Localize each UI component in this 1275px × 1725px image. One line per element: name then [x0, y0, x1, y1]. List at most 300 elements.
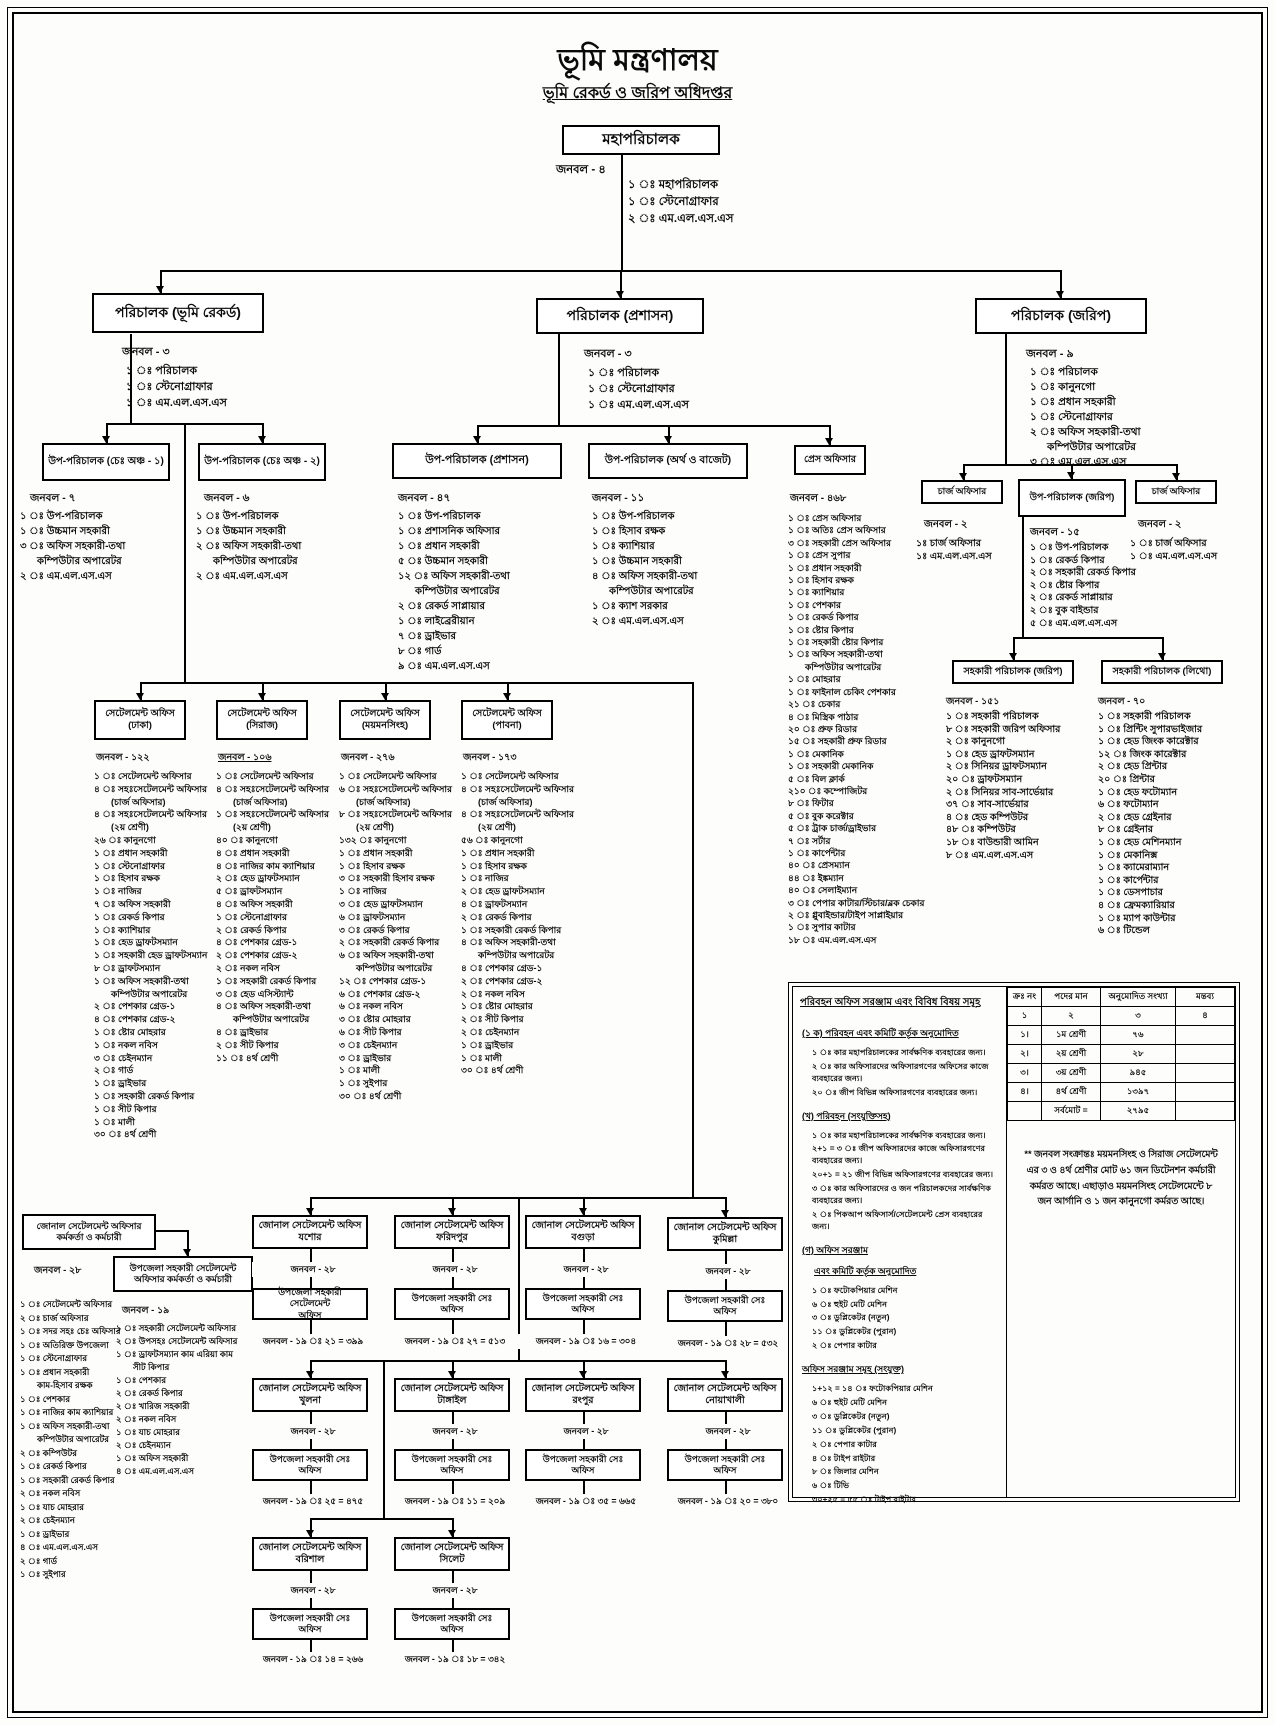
staff-dir-survey: [1030, 365, 1210, 470]
staff-settlement-pabna-item: ১ ঃ ষ্টোর মোহরার: [461, 1001, 533, 1012]
staff-ad-survey-item: ১ ঃ সহকারী পরিচালক: [946, 711, 1039, 722]
arrow-down-13: [136, 693, 144, 700]
arrow-down-16: [503, 693, 511, 700]
staff-settlement-pabna: [461, 770, 576, 1077]
staff-dd-zone2-item: কম্পিউটার অপারেটর: [213, 556, 298, 567]
staff-press-item: ১৮ ঃ এম.এল.এস.এস: [788, 934, 877, 945]
mp-zonal-noakhali: জনবল - ২৮: [667, 1424, 789, 1439]
staff-zonal-generic-item: ১ ঃ অফিস সহকারী-তথা: [20, 1420, 110, 1431]
box-upazila-rangpur: [525, 1449, 641, 1481]
staff-settlement-dhaka-item: ১ ঃ সীট কিপার: [94, 1103, 157, 1114]
box-zonal-jessore-label: যশোর: [298, 1232, 322, 1243]
box-settlement-siraj: [216, 700, 308, 740]
staff-settlement-dhaka-item: ২ ঃ গার্ড: [94, 1065, 134, 1076]
arrow-down-6: [664, 436, 672, 443]
staff-dd-admin-item: ১ ঃ প্রধান সহকারী: [398, 541, 480, 552]
staff-settlement-pabna-item: ১ ঃ ড্রাইভার: [461, 1039, 514, 1050]
staff-dd-zone2-item: ২ ঃ অফিস সহকারী-তথা: [196, 541, 302, 552]
box-upazila-comilla-label: উপজেলা সহকারী সেঃ: [684, 1294, 766, 1305]
staff-settlement-dhaka-item: ৩ ঃ চেইনম্যান: [94, 1052, 153, 1063]
mp-dd-zone1: জনবল - ৭: [30, 492, 76, 504]
mp-ad-survey: জনবল - ১৫১: [946, 696, 1000, 707]
note-section-title: (১ ক) পরিবহন এবং কমিটি কর্তৃক অনুমোদিত: [802, 1028, 959, 1038]
box-zonal-khulna-label: জোনাল সেটেলমেন্ট অফিস: [258, 1383, 362, 1395]
mp-dir-survey: জনবল - ৯: [1026, 348, 1074, 360]
total-faridpur: জনবল - ১৯ ঃ ২৭ = ৫১৩: [387, 1334, 523, 1349]
box-dd-survey: [1018, 479, 1126, 517]
staff-settlement-mymensingh-item: ১ ঃ হিসাব রক্ষক: [339, 860, 405, 871]
staff-dd-zone1-item: ১ ঃ উপ-পরিচালক: [20, 511, 103, 522]
staff-settlement-dhaka-item: ২৬ ঃ কানুনগো: [94, 834, 156, 845]
staff-settlement-mymensingh-item: ১ ঃ মালী: [339, 1065, 380, 1076]
box-zonal-sylhet: [394, 1537, 510, 1571]
box-upazila-jessore: [252, 1288, 368, 1320]
box-zonal-noakhali: [667, 1378, 783, 1412]
mp-zonal-barisal: জনবল - ২৮: [252, 1583, 374, 1598]
table-data-cell: ৩য় শ্রেণী: [1042, 1064, 1101, 1083]
note-item: ২ ঃ পিকআপ অফিসার্স/সেটেলমেন্ট প্রেস ব্যবহারের জন্য।: [812, 1209, 983, 1231]
box-director-admin-label: পরিচালক (প্রশাসন): [566, 307, 674, 324]
box-zonal-jessore: [252, 1215, 368, 1249]
staff-dir-records-item: ১ ঃ পরিচালক: [126, 365, 198, 377]
total-khulna: জনবল - ১৯ ঃ ২৫ = ৪৭৫: [245, 1494, 381, 1509]
box-dd-survey-label: উপ-পরিচালক (জরিপ): [1029, 492, 1115, 504]
box-dd-admin: [392, 443, 562, 479]
staff-charge-right-item: ১ ঃ চার্জ অফিসার: [1130, 538, 1207, 549]
staff-dg-item: ১ ঃ স্টেনোগ্রাফার: [628, 196, 719, 208]
box-ad-survey-label: সহকারী পরিচালক (জরিপ): [963, 666, 1063, 678]
staff-press-item: ১ ঃ ষ্টোর কিপার: [788, 624, 854, 635]
box-upazila-comilla: [667, 1290, 783, 1322]
connector-vline-8: [558, 334, 560, 425]
staff-dd-zone2-item: ২ ঃ এম.এল.এস.এস: [196, 571, 288, 582]
staff-press-item: ৪ ঃ মিস্ত্রিক পাঠার: [788, 711, 859, 722]
staff-dir-records: [126, 363, 296, 411]
staff-settlement-siraj: [216, 770, 331, 1064]
box-settlement-mymensingh: [339, 700, 431, 740]
connector-hline-7: [310, 1360, 725, 1362]
box-upazila-barisal-label: উপজেলা সহকারী সেঃ: [269, 1612, 351, 1623]
staff-dd-finance-item: ১ ঃ ক্যাশিয়ার: [592, 541, 655, 552]
connector-vline-16: [1022, 517, 1024, 637]
mp-ad-litho: জনবল - ৭০: [1098, 696, 1146, 707]
connector-vline-7: [184, 423, 186, 682]
notes-heading: পরিবহন অফিস সরঞ্জাম এবং বিবিধ বিষয় সমূহ: [800, 997, 981, 1008]
staff-press-item: ৮ ঃ ফিটার: [788, 798, 834, 809]
box-director-admin: [536, 298, 704, 334]
staff-dir-admin-item: ১ ঃ এম.এল.এস.এস: [588, 399, 689, 411]
mp-dir-records: জনবল - ৩: [122, 346, 170, 358]
box-zonal-sylhet-label: জোনাল সেটেলমেন্ট অফিস: [400, 1542, 504, 1554]
staff-dd-zone2-item: ১ ঃ উচ্চমান সহকারী: [196, 526, 286, 537]
staff-dd-admin-item: কম্পিউটার অপারেটর: [415, 586, 500, 597]
staff-zonal-generic-item: ১ ঃ স্টেনোগ্রাফার: [20, 1353, 88, 1363]
staff-dir-survey-item: কম্পিউটার অপারেটর: [1047, 441, 1136, 453]
arrow-down-2: [1056, 291, 1064, 298]
staff-settlement-siraj-item: ২ ঃ হেড ড্রাফটসম্যান: [216, 873, 300, 884]
arrow-down-8: [959, 473, 967, 480]
note-item: ৬ ঃ টিভি: [812, 1481, 850, 1491]
arrow-down-0: [156, 286, 164, 293]
mp-zonal-khulna: জনবল - ২৮: [252, 1424, 374, 1439]
box-zonal-tangail: [394, 1378, 510, 1412]
staff-zonal-generic-item: ২ ঃ চেইনম্যান: [20, 1515, 75, 1525]
mp-zonal-rangpur: জনবল - ২৮: [525, 1424, 647, 1439]
table-data-cell: সর্বমোট =: [1042, 1102, 1101, 1121]
staff-dir-survey-item: ১ ঃ পরিচালক: [1030, 366, 1098, 378]
staff-press-item: ১ ঃ পেশকার: [788, 599, 842, 610]
total-jessore: জনবল - ১৯ ঃ ২১ = ৩৯৯: [245, 1334, 381, 1349]
box-settlement-dhaka-label: সেটেলমেন্ট অফিস: [105, 708, 175, 720]
staff-ad-survey-item: ২ ঃ সিনিয়র সাব-সার্ভেয়ার: [946, 786, 1054, 798]
staff-settlement-dhaka-item: ১ ঃ নকল নবিস: [94, 1039, 158, 1050]
staff-press-item: ১ ঃ মোহরার: [788, 674, 841, 685]
staff-press-item: ১ ঃ ফাইনাল চেকিং পেশকার: [788, 686, 896, 697]
box-settlement-dhaka: [94, 700, 186, 740]
staff-upazila-generic: [116, 1322, 261, 1478]
mp-zonal-tangail: জনবল - ২৮: [394, 1424, 516, 1439]
box-zonal-rangpur-label: জোনাল সেটেলমেন্ট অফিস: [531, 1383, 635, 1395]
staff-press-item: ১ ঃ অতিঃ প্রেস অফিসার: [788, 525, 886, 536]
staff-settlement-pabna-item: ১ ঃ হিসাব রক্ষক: [461, 860, 527, 871]
table-colnum-cell: ৪: [1175, 1007, 1234, 1026]
staff-ad-survey: [946, 711, 1096, 862]
box-upazila-comilla-label: অফিস: [713, 1306, 737, 1316]
staff-settlement-dhaka-item: ১ ঃ রেকর্ড কিপার: [94, 911, 165, 922]
note-item: ১১ ঃ ডুপ্লিকেটর (পুরান): [812, 1425, 897, 1435]
staff-ad-litho-item: ১ ঃ কার্পেন্টার: [1098, 874, 1159, 886]
note-section-subtitle: এবং কমিটি কর্তৃক অনুমোদিত: [814, 1265, 917, 1276]
staff-dd-survey-item: ২ ঃ বুক বাইন্ডার: [1030, 604, 1099, 616]
box-director-general-label: মহাপরিচালক: [602, 130, 680, 148]
box-zonal-khulna-label: খুলনা: [299, 1395, 321, 1406]
staff-press-item: কম্পিউটার অপারেটর: [805, 661, 882, 672]
staff-dd-survey-item: ২ ঃ সহকারী রেকর্ড কিপার: [1030, 567, 1136, 579]
mp-settlement-siraj: জনবল - ১০৬: [218, 752, 272, 763]
staff-zonal-generic-item: ১ ঃ সদর সহঃ চেঃ অফিসার: [20, 1326, 121, 1336]
connector-hline-2: [477, 425, 829, 427]
staff-dd-zone2-item: ১ ঃ উপ-পরিচালক: [196, 511, 279, 522]
box-director-land-records-label: পরিচালক (ভূমি রেকর্ড): [115, 304, 241, 321]
arrow-down-9: [1067, 472, 1075, 479]
box-settlement-pabna-label: (পাবনা): [492, 720, 522, 731]
staff-press-item: ১ ঃ রেকর্ড কিপার: [788, 612, 859, 623]
staff-upazila-generic-item: সীট কিপার: [133, 1362, 170, 1372]
staff-zonal-generic-item: ২ ঃ কম্পিউটর: [20, 1447, 77, 1458]
staff-ad-survey-item: ৪৮ ঃ কম্পিউটর: [946, 824, 1016, 836]
total-bogra: জনবল - ১৯ ঃ ১৬ = ৩০৪: [518, 1334, 654, 1349]
staff-settlement-siraj-item: ৪ ঃ ড্রাইভার: [216, 1026, 269, 1037]
staff-settlement-siraj-item: (২য় শ্রেণী): [233, 822, 271, 833]
box-ad-survey: [952, 660, 1074, 684]
box-dd-records-zone1: [42, 443, 170, 481]
box-director-survey-label: পরিচালক (জরিপ): [1011, 307, 1111, 324]
staff-settlement-pabna-item: কম্পিউটার অপারেটর: [478, 950, 555, 961]
staff-settlement-dhaka-item: ১ ঃ হেড ড্রাফটসম্যান: [94, 937, 178, 948]
mp-press: জনবল - ৪৬৮: [790, 493, 847, 504]
note-item: ২ ঃ কার অফিসারদের অফিসারগণের অফিসের কাজে ব্যবহারের জন্য।: [812, 1061, 989, 1083]
total-barisal: জনবল - ১৯ ঃ ১৪ = ২৬৬: [245, 1652, 381, 1667]
arrow-down-15: [381, 693, 389, 700]
mp-charge-left: জনবল - ২: [924, 519, 968, 530]
table-data-cell: ৩।: [1008, 1064, 1042, 1083]
connector-hline-8: [310, 1518, 452, 1520]
approved-posts-table: [1007, 987, 1235, 1121]
mp-zonal-bogra: জনবল - ২৮: [525, 1262, 647, 1277]
arrow-down-20: [721, 1210, 729, 1217]
staff-dd-admin-item: ২ ঃ রেকর্ড সাপ্লায়ার: [398, 601, 485, 612]
staff-dir-survey-item: ৩ ঃ এম.এল.এস.এস: [1030, 456, 1127, 468]
staff-settlement-dhaka-item: ১ ঃ নাজির: [94, 886, 142, 897]
table-data-cell: ১৩৯৭: [1101, 1083, 1176, 1102]
staff-ad-survey-item: ৮ ঃ এম.এল.এস.এস: [946, 849, 1034, 861]
staff-zonal-generic-item: ২ ঃ চার্জ অফিসার: [20, 1312, 89, 1323]
connector-vline-0: [621, 155, 623, 270]
box-zonal-faridpur-label: ফরিদপুর: [436, 1232, 468, 1243]
staff-settlement-mymensingh-item: ৮ ঃ সহঃসেটেলমেন্ট অফিসার: [339, 809, 452, 820]
staff-ad-survey-item: ২ ঃ সিনিয়র ড্রাফটসম্যান: [946, 761, 1047, 773]
staff-settlement-dhaka-item: ১ ঃ মালী: [94, 1116, 135, 1127]
staff-settlement-dhaka-item: ১ ঃ ক্যাশিয়ার: [94, 924, 151, 935]
staff-dd-zone1: [20, 509, 175, 584]
box-ad-litho-label: সহকারী পরিচালক (লিথো): [1112, 666, 1212, 678]
staff-settlement-siraj-item: ২ ঃ সীট কিপার: [216, 1039, 279, 1050]
box-dd-records-zone2: [198, 443, 326, 481]
staff-press-item: ১ ঃ সহকারী ষ্টোর কিপার: [788, 637, 884, 648]
staff-dd-finance: [592, 509, 757, 629]
table-colnum-cell: ২: [1042, 1007, 1101, 1026]
staff-press-item: ১৫ ঃ সহকারী প্রুফ রিডার: [788, 736, 887, 747]
staff-settlement-siraj-item: ৫ ঃ ড্রাফটসম্যান: [216, 886, 283, 897]
staff-press-item: ৫ ঃ বুক করেক্টার: [788, 810, 854, 821]
box-upazila-barisal-label: অফিস: [298, 1624, 322, 1634]
box-zonal-sylhet-label: সিলেট: [439, 1554, 465, 1565]
staff-ad-litho-item: ২ ঃ হেড প্রিন্টার: [1098, 761, 1168, 773]
staff-ad-litho-item: ১২ ঃ জিংক কারেক্টার: [1098, 748, 1187, 760]
arrow-down-23: [579, 1371, 587, 1378]
table-data-cell: ২৭৯৫: [1101, 1102, 1176, 1121]
staff-charge-right-item: ১ ঃ এম.এল.এস.এস: [1130, 551, 1218, 562]
page-subtitle: ভূমি রেকর্ড ও জরিপ অধিদপ্তর: [542, 85, 733, 102]
box-zonal-jessore-label: জোনাল সেটেলমেন্ট অফিস: [258, 1220, 362, 1232]
staff-ad-litho-item: ১ ঃ হেড মেশিনম্যান: [1098, 836, 1182, 848]
box-charge-officer-left-label: চার্জ অফিসার: [937, 486, 987, 497]
note-item: ২০ ঃ জীপ বিভিন্ন অফিসারগণের ব্যবহারের জন্য।: [812, 1087, 978, 1097]
staff-settlement-pabna-item: ৪ ঃ ড্রাফটসম্যান: [461, 898, 528, 909]
arrow-down-27: [183, 1249, 191, 1256]
mp-upazila-staff: জনবল - ১৯: [122, 1305, 170, 1316]
staff-ad-litho-item: ১ ঃ ডেসপাচার: [1098, 887, 1163, 899]
staff-ad-survey-item: ২০ ঃ ড্রাফটসম্যান: [946, 773, 1023, 785]
staff-settlement-mymensingh-item: ৩ ঃ হেড ড্রাফটসম্যান: [339, 898, 423, 909]
note-item: ১+১২ = ১৪ ঃ ফটোকপিয়ার মেশিন: [812, 1384, 933, 1394]
staff-settlement-siraj-item: ২ ঃ রেকর্ড কিপার: [216, 924, 287, 935]
staff-ad-survey-item: ৪ ঃ হেড কম্পিউটর: [946, 811, 1029, 823]
staff-settlement-mymensingh-item: ৩ ঃ রেকর্ড কিপার: [339, 924, 410, 935]
table-data-cell: [1008, 1102, 1042, 1121]
box-settlement-mymensingh-label: সেটেলমেন্ট অফিস: [350, 708, 420, 720]
staff-ad-litho-item: ১ ঃ ক্যামেরাম্যান: [1098, 862, 1170, 874]
staff-press-item: ৭ ঃ সর্টার: [788, 835, 831, 846]
staff-ad-litho-item: ২০ ঃ প্রিন্টার: [1098, 773, 1155, 785]
total-tangail: জনবল - ১৯ ঃ ১১ = ২০৯: [387, 1494, 523, 1509]
box-press-officer-label: প্রেস অফিসার: [803, 454, 856, 466]
staff-ad-survey-item: ১ ঃ হেড ড্রাফটসম্যান: [946, 748, 1035, 760]
staff-upazila-generic-item: ১ ঃ সহকারী সেটেলমেন্ট অফিসার: [116, 1323, 237, 1333]
mp-dd-zone2: জনবল - ৬: [204, 492, 250, 504]
staff-upazila-generic-item: ২ ঃ উপসহঃ সেটেলমেন্ট অফিসার: [116, 1336, 238, 1346]
note-item: ৪ ঃ টাইপ রাইটার: [812, 1453, 876, 1463]
staff-press-item: ১ ঃ হিসাব রক্ষক: [788, 575, 854, 586]
staff-press-item: ১ ঃ অফিস সহকারী-তথা: [788, 649, 883, 660]
staff-dd-survey-item: ১ ঃ উপ-পরিচালক: [1030, 542, 1109, 553]
staff-zonal-generic-item: ২ ঃ নকল নবিস: [20, 1488, 81, 1498]
arrow-down-14: [258, 693, 266, 700]
detention-staff-note: ** জনবল সংক্রান্তঃ ময়মনসিংহ ও সিরাজ সেটেলমেন্ট এর ৩ ও ৪র্থ শ্রেণীর মোট ৬১ জন ডিটেনশন কর্মচারী কর্মরত আছে। এছাড়াও ময়মনসিংহ সেটেলমেন্টে ৮ জন আর্গানি ও ১ জন কানুনগো কর্মরত আছে।: [1024, 1149, 1218, 1207]
staff-ad-litho-item: ৬ ঃ ফটোম্যান: [1098, 799, 1159, 811]
staff-settlement-mymensingh: [339, 770, 454, 1103]
staff-settlement-dhaka-item: ১ ঃ সহকারী রেকর্ড কিপার: [94, 1090, 195, 1101]
staff-settlement-dhaka-item: ৪ ঃ সহঃসেটেলমেন্ট অফিসার: [94, 809, 207, 820]
connector-hline-4: [1013, 637, 1162, 639]
arrow-down-18: [448, 1208, 456, 1215]
staff-settlement-siraj-item: ২ ঃ পেশকার গ্রেড-২: [216, 950, 298, 961]
staff-zonal-generic-item: ২ ঃ গার্ড: [20, 1555, 58, 1566]
note-item: ৬ ঃ হুইট মেটি মেশিন: [812, 1398, 888, 1408]
box-zonal-noakhali-label: নোয়াখালী: [705, 1395, 745, 1406]
staff-press-item: ১ ঃ প্রধান সহকারী: [788, 562, 862, 573]
staff-dir-records-item: ১ ঃ এম.এল.এস.এস: [126, 397, 227, 409]
note-item: ২ ঃ পেপার কাটার: [812, 1439, 877, 1449]
staff-press-item: ৪০ ঃ প্রেসম্যান: [788, 860, 850, 871]
staff-zonal-generic-item: ১ ঃ রেকর্ড কিপার: [20, 1461, 87, 1471]
box-zonal-bogra-label: বগুড়া: [571, 1232, 595, 1243]
note-item: ২০+১ = ২১ জীপ বিভিন্ন অফিসারগণের ব্যবহারের জন্য।: [812, 1170, 994, 1180]
box-upazila-bogra: [525, 1288, 641, 1320]
staff-settlement-siraj-item: ১ ঃ সহঃসেটেলমেন্ট অফিসার: [216, 809, 329, 820]
staff-ad-survey-item: ৮ ঃ সহকারী জরিপ অফিসার: [946, 723, 1061, 735]
staff-zonal-generic-item: ১ ঃ যাচ মোহরার: [20, 1501, 84, 1512]
staff-dd-survey-item: ১ ঃ রেকর্ড কিপার: [1030, 554, 1105, 566]
staff-settlement-mymensingh-item: ২ ঃ সহকারী রেকর্ড কিপার: [339, 937, 440, 948]
box-upazila-noakhali-label: উপজেলা সহকারী সেঃ: [684, 1453, 766, 1464]
staff-settlement-mymensingh-item: ৬ ঃ পেশকার গ্রেড-২: [339, 988, 421, 999]
notes-table-column: [1007, 987, 1235, 1497]
mp-dd-survey: জনবল - ১৫: [1030, 527, 1080, 538]
staff-settlement-dhaka-item: ২ ঃ পেশকার গ্রেড-১: [94, 1001, 176, 1012]
table-data-cell: ৯৪৫: [1101, 1064, 1176, 1083]
staff-settlement-siraj-item: ১ ঃ স্টেনোগ্রাফার: [216, 911, 287, 922]
staff-zonal-generic-item: কম্পিউটার অপারেটর: [37, 1434, 109, 1444]
staff-dir-admin-item: ১ ঃ পরিচালক: [588, 367, 660, 379]
staff-dir-admin-item: ১ ঃ স্টেনোগ্রাফার: [588, 383, 675, 395]
box-upazila-rangpur-label: উপজেলা সহকারী সেঃ: [542, 1453, 624, 1464]
arrow-down-4: [258, 436, 266, 443]
staff-settlement-pabna-item: ৩০ ঃ ৪র্থ শ্রেণী: [461, 1065, 524, 1076]
staff-ad-litho-item: ৪ ঃ ফ্রেমক্যারিয়ার: [1098, 899, 1175, 911]
box-director-land-records: [92, 293, 264, 333]
staff-zonal-generic: [20, 1298, 120, 1582]
box-charge-officer-right-label: চার্জ অফিসার: [1151, 486, 1201, 497]
page-title: ভূমি মন্ত্রণালয়: [557, 44, 718, 77]
staff-press-item: ২১০ ঃ কম্পোজিটর: [788, 785, 868, 796]
staff-ad-survey-item: ৩৭ ঃ সাব-সার্ভেয়ার: [946, 799, 1029, 811]
box-settlement-pabna: [461, 700, 553, 740]
staff-dir-records-item: ১ ঃ স্টেনোগ্রাফার: [126, 381, 213, 393]
notes-panel: [788, 982, 1240, 1505]
box-dd-finance-label: উপ-পরিচালক (অর্থ ও বাজেট): [604, 454, 732, 467]
staff-dir-survey-item: ১ ঃ স্টেনোগ্রাফার: [1030, 411, 1113, 423]
staff-settlement-mymensingh-item: (২য় শ্রেণী): [356, 822, 394, 833]
staff-settlement-pabna-item: ১ ঃ সেটেলমেন্ট অফিসার: [461, 771, 559, 781]
box-upazila-noakhali-label: অফিস: [713, 1465, 737, 1475]
box-upazila-jessore-label: উপজেলা সহকারী সেটেলমেন্ট: [278, 1287, 342, 1309]
box-settlement-mymensingh-label: (ময়মনসিংহ): [361, 720, 409, 731]
staff-settlement-dhaka-item: ৩০ ঃ ৪র্থ শ্রেণী: [94, 1129, 157, 1140]
staff-dd-finance-item: কম্পিউটার অপারেটর: [609, 586, 694, 597]
box-upazila-faridpur-label: অফিস: [440, 1304, 464, 1314]
staff-settlement-siraj-item: ৪ ঃ পেশকার গ্রেড-১: [216, 937, 298, 948]
staff-ad-litho-item: ৬ ঃ টিন্ডেল: [1098, 925, 1150, 937]
staff-settlement-pabna-item: ১ ঃ প্রধান সহকারী: [461, 847, 535, 858]
staff-settlement-pabna-item: ৫৬ ঃ কানুনগো: [461, 834, 523, 845]
box-zonal-staff-label: জোনাল সেটেলমেন্ট অফিসার: [36, 1220, 142, 1231]
connector-vline-23: [692, 682, 694, 1197]
staff-zonal-generic-item: ১ ঃ সুইপার: [20, 1569, 66, 1579]
table-data-cell: ৪।: [1008, 1083, 1042, 1102]
staff-settlement-mymensingh-item: ৩ ঃ সহকারী হিসাব রক্ষক: [339, 873, 435, 884]
mp-zonal-staff: জনবল - ২৮: [34, 1265, 82, 1276]
staff-settlement-mymensingh-item: ১ ঃ সেটেলমেন্ট অফিসার: [339, 771, 437, 781]
table-data-cell: ৭৬: [1101, 1026, 1176, 1045]
note-item: ৩০+২৫ = ৫৫ ঃ টাইপ রাইটার: [812, 1495, 916, 1505]
box-zonal-khulna: [252, 1378, 368, 1412]
staff-settlement-dhaka-item: ১ ঃ ড্রাইভার: [94, 1078, 147, 1089]
staff-press-item: ১ ঃ প্রেস সুপার: [788, 550, 851, 561]
staff-press-item: ১ ঃ প্রেস অফিসার: [788, 513, 862, 523]
box-upazila-khulna: [252, 1449, 368, 1481]
staff-settlement-dhaka-item: ৪ ঃ সহঃসেটেলমেন্ট অফিসার: [94, 783, 207, 794]
box-ad-litho: [1101, 660, 1223, 684]
staff-press-item: ১ ঃ কার্পেন্টার: [788, 847, 846, 858]
staff-settlement-pabna-item: ৪ ঃ সহঃসেটেলমেন্ট অফিসার: [461, 809, 574, 820]
staff-settlement-pabna-item: ২ ঃ চেইনম্যান: [461, 1026, 520, 1037]
staff-settlement-pabna-item: ২ ঃ পেশকার গ্রেড-২: [461, 975, 543, 986]
staff-dd-zone1-item: ২ ঃ এম.এল.এস.এস: [20, 571, 112, 582]
staff-press-item: ২ ঃ গ্লুবাইন্ডার/টাইপ সাপ্লাইয়ার: [788, 910, 904, 920]
staff-settlement-siraj-item: ৪০ ঃ কানুনগো: [216, 834, 278, 845]
box-upazila-sylhet-label: উপজেলা সহকারী সেঃ: [411, 1612, 493, 1623]
box-zonal-staff-label: কর্মকর্তা ও কর্মচারী: [56, 1232, 122, 1242]
arrow-down-11: [1009, 653, 1017, 660]
staff-upazila-generic-item: ১ ঃ যাচ মোহরার: [116, 1427, 180, 1437]
staff-upazila-generic-item: ১ ঃ ড্রাফটসম্যান কাম এরিয়া কাম: [116, 1349, 233, 1359]
staff-settlement-mymensingh-item: ১ ঃ নাজির: [339, 886, 387, 897]
staff-dd-admin-item: ১ ঃ লাইব্রেরীয়ান: [398, 616, 475, 627]
staff-settlement-mymensingh-item: ৬ ঃ নকল নবিস: [339, 1001, 403, 1012]
box-upazila-staff: [113, 1256, 253, 1292]
staff-settlement-dhaka-item: ১ ঃ হিসাব রক্ষক: [94, 873, 160, 884]
staff-zonal-generic-item: ১ ঃ সেটেলমেন্ট অফিসার: [20, 1299, 113, 1309]
staff-dd-finance-item: ১ ঃ ক্যাশ সরকার: [592, 601, 668, 612]
arrow-down-7: [825, 438, 833, 445]
staff-press-item: ১ ঃ সুপার কাটার: [788, 922, 856, 933]
box-upazila-khulna-label: অফিস: [298, 1465, 322, 1475]
table-colnum-cell: ৩: [1101, 1007, 1176, 1026]
staff-settlement-dhaka-item: কম্পিউটার অপারেটর: [111, 988, 188, 999]
table-data-cell: ৪র্থ শ্রেণী: [1042, 1083, 1101, 1102]
box-upazila-tangail-label: অফিস: [440, 1465, 464, 1475]
